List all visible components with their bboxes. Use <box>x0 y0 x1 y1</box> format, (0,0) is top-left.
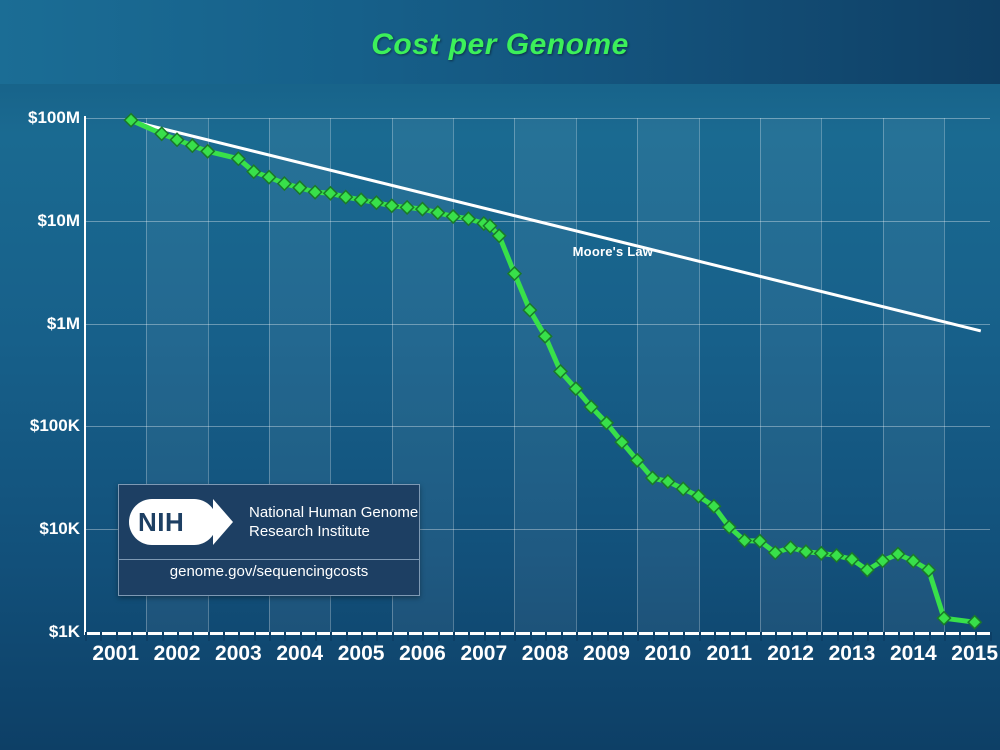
x-axis-tick-mark <box>162 632 164 641</box>
x-axis-tick-mark <box>468 632 470 641</box>
x-axis-tick-mark <box>514 632 516 641</box>
x-axis-tick-mark <box>760 632 762 641</box>
moores-law-line <box>134 122 981 331</box>
data-point-marker <box>324 187 337 200</box>
data-point-marker <box>799 545 812 558</box>
x-axis-tick-mark <box>407 632 409 641</box>
chevron-right-icon <box>213 499 233 545</box>
x-axis-tick-mark <box>990 632 992 641</box>
x-axis-tick-mark <box>484 632 486 641</box>
x-axis-tick-mark <box>146 632 148 641</box>
x-axis-tick-mark <box>929 632 931 641</box>
y-axis-tick-label: $10M <box>37 210 80 230</box>
x-axis-tick-mark <box>622 632 624 641</box>
x-axis-tick-mark <box>192 632 194 641</box>
x-axis-tick-mark <box>254 632 256 641</box>
x-axis-tick-mark <box>376 632 378 641</box>
x-axis-tick-mark <box>422 632 424 641</box>
nih-logo-box <box>118 484 420 596</box>
x-axis-tick-mark <box>944 632 946 641</box>
x-axis-tick-mark <box>668 632 670 641</box>
x-axis-tick-mark <box>545 632 547 641</box>
data-point-marker <box>370 196 383 209</box>
data-point-marker <box>830 549 843 562</box>
nih-mark-text: NIH <box>138 506 185 537</box>
data-point-marker <box>309 186 322 199</box>
data-point-marker <box>431 206 444 219</box>
data-point-marker <box>968 616 981 629</box>
data-point-marker <box>171 133 184 146</box>
x-axis-tick-mark <box>284 632 286 641</box>
nih-organization-line2: Research Institute <box>249 523 370 540</box>
x-axis-tick-mark <box>561 632 563 641</box>
x-axis-tick-mark <box>714 632 716 641</box>
x-axis-tick-label: 2005 <box>337 642 385 665</box>
x-axis-tick-label: 2015 <box>951 642 999 665</box>
x-axis-tick-label: 2012 <box>767 642 814 665</box>
x-axis-tick-mark <box>837 632 839 641</box>
x-axis-tick-mark <box>346 632 348 641</box>
x-axis-tick-label: 2014 <box>889 642 937 665</box>
x-axis-tick-mark <box>745 632 747 641</box>
data-point-marker <box>385 199 398 212</box>
x-axis-tick-label: 2011 <box>706 642 753 665</box>
x-axis-tick-mark <box>607 632 609 641</box>
x-axis-tick-mark <box>530 632 532 641</box>
x-axis-tick-mark <box>330 632 332 641</box>
data-point-marker <box>937 612 950 625</box>
data-point-marker <box>462 212 475 225</box>
y-axis-tick-label: $100K <box>29 416 80 436</box>
x-axis-tick-mark <box>361 632 363 641</box>
x-axis-tick-label: 2003 <box>215 642 262 665</box>
data-point-marker <box>416 203 429 216</box>
x-axis-tick-mark <box>453 632 455 641</box>
x-axis-tick-mark <box>699 632 701 641</box>
data-point-marker <box>784 541 797 554</box>
x-axis-tick-mark <box>238 632 240 641</box>
nih-logo-top <box>119 485 419 559</box>
x-axis-tick-label: 2001 <box>92 642 140 665</box>
data-point-marker <box>447 210 460 223</box>
moores-law-annotation: Moore's Law <box>572 243 654 259</box>
x-axis-tick-mark <box>898 632 900 641</box>
x-axis-tick-mark <box>806 632 808 641</box>
y-axis-tick-label: $100M <box>28 108 80 127</box>
x-axis-tick-mark <box>300 632 302 641</box>
y-axis-tick-label: $1K <box>48 622 80 641</box>
x-axis-tick-mark <box>208 632 210 641</box>
x-axis-tick-mark <box>959 632 961 641</box>
x-axis-tick-mark <box>392 632 394 641</box>
x-axis-tick-label: 2010 <box>644 642 692 665</box>
x-axis-tick-label: 2013 <box>828 642 876 665</box>
data-point-marker <box>815 547 828 560</box>
x-axis-tick-mark <box>791 632 793 641</box>
x-axis-tick-mark <box>116 632 118 641</box>
x-axis-tick-mark <box>975 632 977 641</box>
x-axis-tick-label: 2002 <box>153 642 201 665</box>
x-axis-tick-label: 2007 <box>460 642 508 665</box>
y-axis-tick-label: $1M <box>46 313 80 333</box>
x-axis-tick-label: 2009 <box>583 642 630 665</box>
x-axis-tick-mark <box>867 632 869 641</box>
data-point-marker <box>401 201 414 214</box>
data-point-marker <box>355 193 368 206</box>
x-axis-tick-mark <box>100 632 102 641</box>
divider <box>119 559 419 560</box>
x-axis-tick-mark <box>683 632 685 641</box>
y-axis-tick-label: $10K <box>39 519 80 539</box>
x-axis-tick-mark <box>653 632 655 641</box>
nih-organization-line1: National Human Genome <box>249 504 419 521</box>
x-axis-tick-label: 2004 <box>276 642 324 665</box>
nih-url: genome.gov/sequencingcosts <box>169 563 369 580</box>
x-axis-tick-mark <box>913 632 915 641</box>
x-axis-tick-mark <box>637 632 639 641</box>
x-axis-tick-mark <box>821 632 823 641</box>
x-axis-tick-label: 2006 <box>399 642 446 665</box>
x-axis-tick-mark <box>438 632 440 641</box>
x-axis-tick-mark <box>315 632 317 641</box>
data-point-marker <box>186 139 199 152</box>
x-axis-tick-mark <box>729 632 731 641</box>
x-axis-tick-mark <box>591 632 593 641</box>
nih-organization-name <box>249 503 418 541</box>
x-axis-tick-mark <box>499 632 501 641</box>
data-point-marker <box>339 191 352 204</box>
x-axis-tick-mark <box>85 632 87 641</box>
x-axis-tick-mark <box>131 632 133 641</box>
x-axis-tick-mark <box>576 632 578 641</box>
x-axis-tick-mark <box>223 632 225 641</box>
data-point-marker <box>201 145 214 158</box>
nih-mark <box>129 499 217 545</box>
x-axis-tick-label: 2008 <box>521 642 569 665</box>
x-axis-tick-mark <box>269 632 271 641</box>
chart-title: Cost per Genome <box>371 28 629 61</box>
x-axis-tick-mark <box>852 632 854 641</box>
data-point-marker <box>293 181 306 194</box>
x-axis-tick-mark <box>177 632 179 641</box>
x-axis-tick-mark <box>775 632 777 641</box>
x-axis-tick-mark <box>883 632 885 641</box>
